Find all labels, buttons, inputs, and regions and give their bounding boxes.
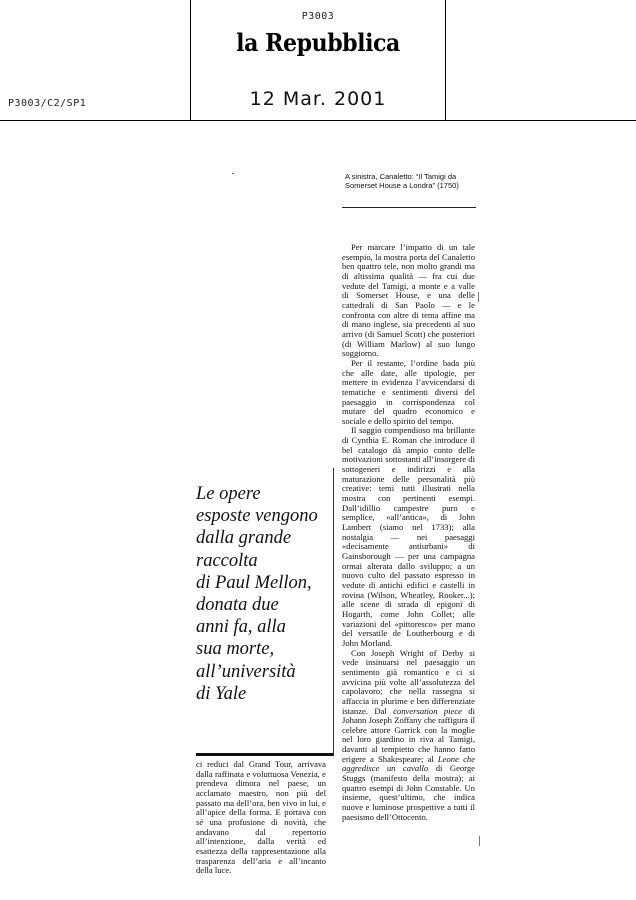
pull-quote-line: raccolta [196, 550, 258, 571]
document-reference: P3003/C2/SP1 [8, 98, 87, 109]
scan-mark [232, 173, 234, 174]
pull-quote-line: anni fa, alla [196, 617, 286, 638]
pull-quote-line: sua morte, [196, 639, 275, 660]
pull-quote-rule [196, 753, 333, 756]
newspaper-masthead: la Repubblica [236, 28, 400, 57]
column-divider [333, 468, 334, 756]
pull-quote-line: di Paul Mellon, [196, 572, 312, 593]
scan-edge-mark [478, 292, 479, 302]
paragraph: Per marcare l’impatto di un tale esempio, la mostra porta del Canaletto ben quattro tele, non molto grandi ma di altissima qualità — fra cui due vedute del Tamigi, a monte e a valle di Somerset House, e una delle cattedrali di San Paolo — e le confronta con altre di tema affine ma di mano inglese, sia precedenti al suo arrivo (di Samuel Scott) che posteriori (di William Marlow) al suo lungo soggiorno. [342, 242, 475, 359]
header-vertical-rule-left [190, 0, 191, 121]
paragraph [342, 649, 475, 823]
header-bottom-rule [0, 120, 636, 121]
header-vertical-rule-right [445, 0, 446, 121]
header-code: P3003 [301, 11, 335, 22]
pull-quote-line: esposte vengono [196, 506, 318, 527]
paragraph: Il saggio compendioso ma brillante di Cynthia E. Roman che introduce il bel catalogo dà ampio conto delle motivazioni sottostanti all’insorgere di sottogeneri e indirizzi e alla maturazione delle personalità più creative: temi tutti illustrati nella mostra con pertinenti esempi. Dall’idillio campestre puro e semplice, «all’antica», di John Lambert (siamo nel 1733); alla nostalgia — nei paesaggi «decisamente antiurbani» di Gainsborough — per una campagna ormai alterata dallo sviluppo; a un nuovo culto del passato espresso in vedute di antichi edifici e castelli in rovina (Wilson, Wheatley, Rooker...); alle scene di strada di epigoni di Hogarth, come John Collet; alle variazioni del «pittoresco» per mano del versatile de Loutherbourg e di John Morland. [342, 425, 475, 648]
paragraph-text: di Johann Joseph Zoffany che raffigura il celebre attore Garrick con la moglie nel loro giardino in riva al Tamigi, davanti al tempietto che hanno fatto erigere a Shakespeare; al [342, 705, 475, 764]
paragraph-text: di George Stuggs (manifesto della mostra); ai quattro esempi di John Constable. Un insieme, quest’ultimo, che indica nuove e luminose prospettive a tutti il paesismo dell’Ottocento. [342, 763, 475, 822]
image-caption: A sinistra, Canaletto: “Il Tamigi da Somerset House a Londra” (1750) [345, 172, 459, 190]
pull-quote [196, 483, 320, 705]
pull-quote-line: dalla grande [196, 528, 292, 549]
article-column-left [196, 760, 326, 876]
paragraph: ci reduci dal Grand Tour, arrivava dalla raffinata e voluttuosa Venezia, e prendeva dimora nel paese, un acclamato maestro, non più del passato ma dell’ora, ben vivo in lui, e all’apice della forma. E portava con sé una profusione di novità, che andavano dal repertorio all’intenzione, dalla verità ed esattezza della rappresentazione alla trasparenza dell’aria e all’incanto della luce. [196, 759, 326, 876]
artwork-title: Leone che aggredisce un cavallo [342, 753, 476, 774]
pull-quote-line: donata due [196, 595, 279, 616]
publication-date: 12 Mar. 2001 [249, 88, 387, 110]
paragraph: Per il restante, l’ordine bada più che alle date, alle tipologie, per mettere in evidenza l’avvicendarsi di tematiche e sentimenti diversi del paesaggio in corrispondenza col mutare del quadro economico e sociale e dello spirito del tempo. [342, 357, 475, 426]
caption-rule [342, 207, 476, 208]
paragraph-text: Con Joseph Wright of Derby si vede insinuarsi nel paesaggio un sentimento già romantico e ci si avvicina più volte all’assolutezza del capolavoro; che nella rassegna si affaccia in plurime e ben differenziate istanze. Dal [342, 647, 475, 716]
pull-quote-line: all’università [196, 661, 296, 682]
pull-quote-line: Le opere [196, 484, 261, 504]
article-column-right [342, 243, 475, 822]
artwork-title: conversation piece [393, 705, 462, 716]
scan-edge-mark [479, 836, 480, 846]
pull-quote-line: di Yale [196, 683, 247, 704]
